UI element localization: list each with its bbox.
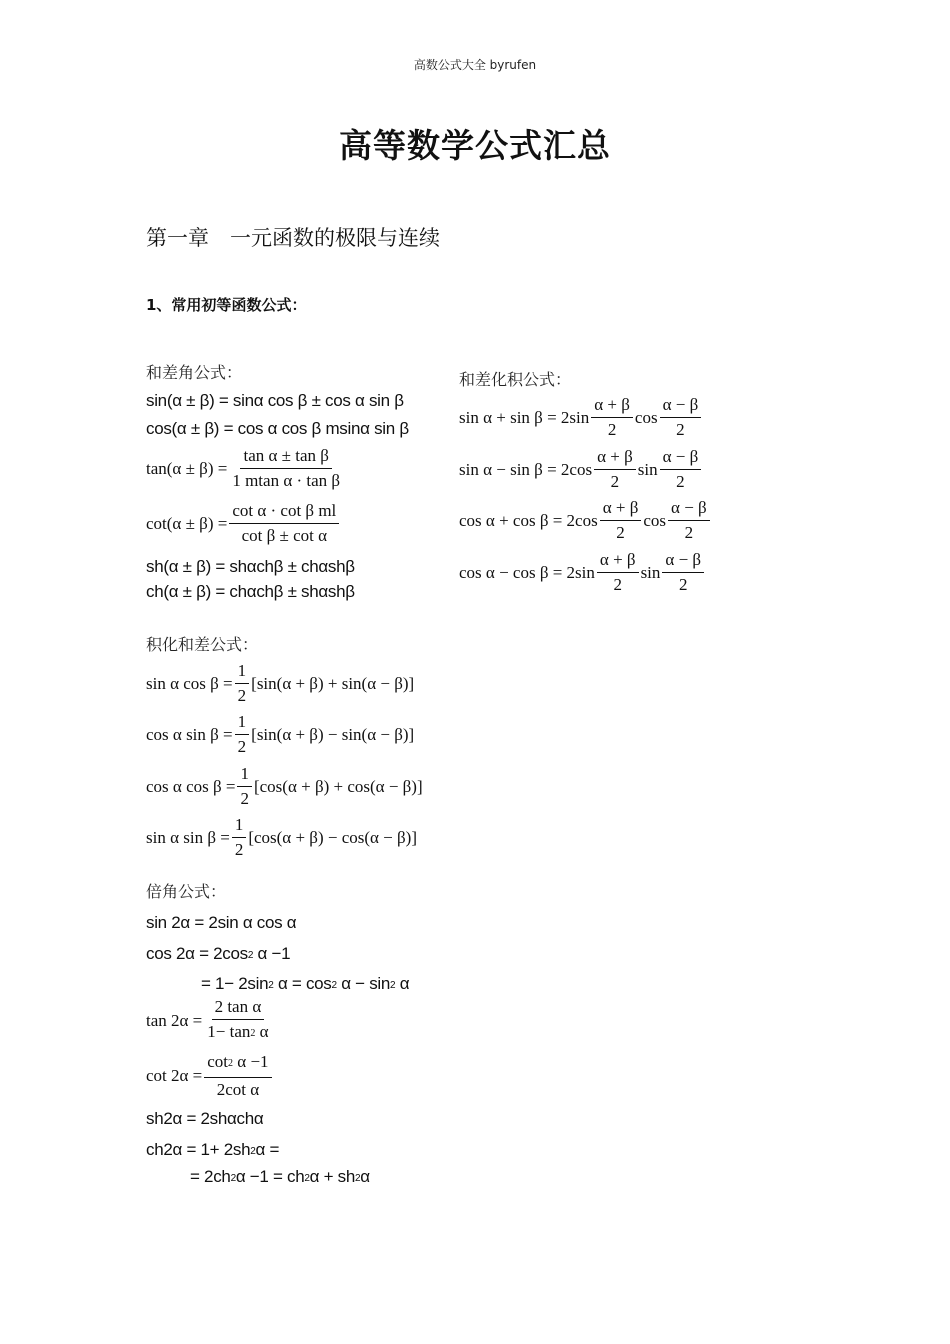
stp-num: α − β (660, 447, 702, 470)
stp-den: 2 (616, 523, 625, 542)
tan2-fraction (204, 997, 271, 1045)
pts-lhs: sin α cos β = (146, 673, 233, 693)
formula-ch-double-alt (190, 1167, 370, 1187)
product-to-sum-heading: 积化和差公式： (146, 635, 259, 654)
pts-den: 2 (240, 789, 249, 808)
formula-cot-sum (146, 501, 341, 546)
formula-ch-double (146, 1140, 279, 1160)
sum-to-product-heading: 和差化积公式： (459, 370, 572, 389)
sum-to-product-row (459, 395, 703, 440)
stp-num: α − β (660, 395, 702, 418)
exponent: 2 (228, 1058, 234, 1069)
stp-fraction (660, 447, 702, 492)
formula-cos-sum: cos(α ± β) = cos α cos β msinα sin β (146, 419, 409, 438)
stp-fraction (600, 498, 642, 543)
ch2-part: ch2α = 1+ 2sh (146, 1140, 251, 1159)
stp-den: 2 (610, 472, 620, 491)
product-to-sum-row (146, 661, 414, 706)
sum-to-product-row (459, 498, 712, 543)
cos2-alt-part: α − sin (336, 974, 391, 993)
tan2-numerator: 2 tan α (212, 997, 265, 1020)
stp-mid: cos (643, 510, 667, 530)
formula-sin-sum: sin(α ± β) = sinα cos β ± cos α sin β (146, 391, 404, 410)
stp-num: α + β (600, 498, 642, 521)
chapter-heading: 第一章 一元函数的极限与连续 (146, 226, 440, 250)
tan2-den-part: 1− tan (207, 1022, 251, 1041)
stp-lhs: sin α − sin β = 2cos (459, 459, 593, 479)
stp-mid: sin (637, 459, 658, 479)
sum-to-product-row (459, 447, 703, 492)
cot2-denominator: 2cot α (216, 1080, 260, 1099)
cot2-num-part: α −1 (233, 1052, 269, 1071)
formula-tan-double (146, 997, 274, 1045)
half-fraction (237, 764, 252, 809)
stp-fraction (594, 447, 636, 492)
pts-num: 1 (237, 764, 252, 787)
formula-cos-double-alt (201, 974, 409, 994)
formula-tan-sum (146, 446, 345, 491)
tan2-lhs: tan 2α = (146, 1011, 203, 1030)
product-to-sum-row (146, 815, 417, 860)
half-fraction (235, 712, 250, 757)
exponent: 2 (355, 1173, 361, 1184)
stp-mid: sin (640, 562, 661, 582)
double-angle-heading: 倍角公式： (146, 882, 227, 901)
exponent: 2 (390, 980, 396, 991)
cos2-alt-part: = 1− 2sin (201, 974, 269, 993)
pts-num: 1 (232, 815, 247, 838)
stp-lhs: cos α − cos β = 2sin (459, 562, 595, 582)
pts-rhs: [sin(α + β) − sin(α − β)] (251, 724, 415, 744)
cot-numerator: cot α · cot β ml (229, 501, 339, 524)
pts-den: 2 (234, 840, 244, 859)
ch2-alt-part: = 2ch (190, 1167, 231, 1186)
tan-fraction (229, 446, 343, 491)
half-fraction (232, 815, 247, 860)
tan-numerator: tan α ± tan β (240, 446, 331, 469)
stp-num: α − β (662, 550, 704, 573)
formula-cos-double (146, 944, 290, 964)
stp-den: 2 (678, 575, 688, 594)
tan2-den-part: α (255, 1022, 269, 1041)
cos2-alt-part: α (395, 974, 410, 993)
ch2-alt-part: α (360, 1167, 370, 1186)
ch2-alt-part: α −1 = ch (235, 1167, 305, 1186)
cos2-part: α −1 (253, 944, 291, 963)
sum-to-product-row (459, 550, 706, 595)
tan-denominator: 1 mtan α · tan β (232, 471, 341, 490)
stp-num: α + β (591, 395, 633, 418)
exponent: 2 (250, 1028, 256, 1039)
cot2-lhs: cot 2α = (146, 1066, 203, 1085)
half-fraction (235, 661, 250, 706)
formula-ch-sum: ch(α ± β) = chαchβ ± shαshβ (146, 582, 355, 601)
exponent: 2 (304, 1173, 310, 1184)
cos2-alt-part: α = cos (273, 974, 332, 993)
stp-mid: cos (634, 407, 658, 427)
stp-den: 2 (613, 575, 622, 594)
stp-den: 2 (676, 420, 685, 439)
formula-sh-double: sh2α = 2shαchα (146, 1109, 264, 1128)
stp-den: 2 (607, 420, 617, 439)
stp-lhs: cos α + cos β = 2cos (459, 510, 598, 530)
stp-den: 2 (676, 472, 685, 491)
ch2-part: α = (255, 1140, 280, 1159)
formula-sh-sum: sh(α ± β) = shαchβ ± chαshβ (146, 557, 355, 576)
stp-num: α + β (597, 550, 639, 573)
sum-diff-heading: 和差角公式： (146, 363, 243, 382)
product-to-sum-row (146, 712, 414, 757)
stp-num: α − β (668, 498, 710, 521)
page-header: 高数公式大全 byrufen (413, 58, 537, 72)
formula-sin-double: sin 2α = 2sin α cos α (146, 913, 297, 932)
exponent: 2 (331, 980, 337, 991)
exponent: 2 (250, 1146, 256, 1157)
page-title: 高等数学公式汇总 (339, 126, 611, 165)
cot-fraction (229, 501, 339, 546)
exponent: 2 (268, 980, 274, 991)
section-heading: 1、常用初等函数公式： (146, 296, 307, 314)
tan2-denominator (204, 1020, 271, 1045)
stp-fraction (591, 395, 633, 440)
exponent: 2 (230, 1173, 236, 1184)
pts-rhs: [cos(α + β) − cos(α − β)] (248, 827, 417, 847)
stp-den: 2 (684, 523, 694, 542)
cot2-numerator (204, 1052, 271, 1078)
cot2-fraction (204, 1052, 271, 1100)
stp-fraction (597, 550, 639, 595)
exponent: 2 (247, 950, 254, 961)
formula-cot-double (146, 1052, 274, 1100)
pts-num: 1 (235, 712, 250, 735)
cos2-part: cos 2α = 2cos (146, 944, 248, 963)
pts-num: 1 (235, 661, 250, 684)
pts-den: 2 (237, 686, 247, 705)
stp-fraction (660, 395, 702, 440)
product-to-sum-row (146, 764, 423, 809)
pts-lhs: cos α sin β = (146, 724, 233, 744)
stp-fraction (662, 550, 704, 595)
pts-rhs: [sin(α + β) + sin(α − β)] (251, 673, 415, 693)
stp-lhs: sin α + sin β = 2sin (459, 407, 590, 427)
pts-lhs: cos α cos β = (146, 776, 236, 796)
pts-den: 2 (237, 737, 247, 756)
stp-fraction (668, 498, 710, 543)
cot-denominator: cot β ± cot α (241, 526, 328, 545)
pts-lhs: sin α sin β = (146, 827, 230, 847)
tan-lhs: tan(α ± β) = (146, 458, 228, 478)
cot2-num-part: cot (207, 1052, 229, 1071)
cot-lhs: cot(α ± β) = (146, 513, 228, 533)
stp-num: α + β (594, 447, 636, 470)
ch2-alt-part: α + sh (309, 1167, 356, 1186)
pts-rhs: [cos(α + β) + cos(α − β)] (253, 776, 423, 796)
